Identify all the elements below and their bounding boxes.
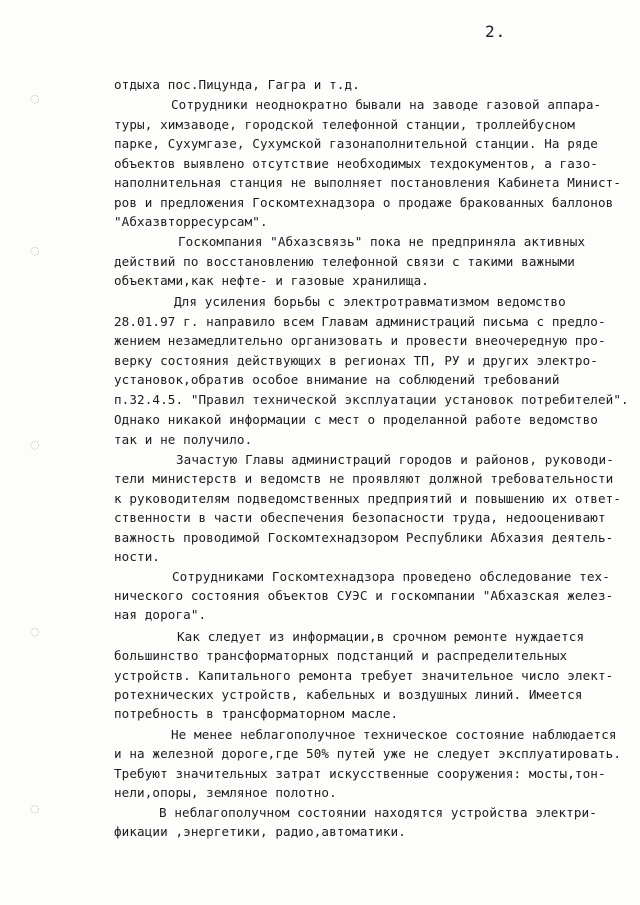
margin-mark: ◌ — [30, 438, 40, 451]
text-line: ротехнических устройств, кабельных и воздушных линий. Имеется — [114, 687, 583, 702]
text-line: важность проводимой Госкомтехнадзором Республики Абхазия деятель- — [114, 529, 614, 545]
text-line: фикации ,энергетики, радио,автоматики. — [114, 824, 406, 839]
text-line: ров и предложения Госкомтехнадзора о продаже бракованных баллонов — [114, 194, 614, 210]
text-line: объектами,как нефте- и газовые хранилища. — [114, 273, 429, 289]
margin-mark: ◌ — [30, 625, 40, 638]
text-line: Госкомпания "Абхазсвязь" пока не предприняла активных — [178, 234, 586, 250]
margin-mark: ◌ — [30, 244, 40, 257]
text-line: Сотрудниками Госкомтехнадзора проведено обследование тех- — [172, 568, 610, 584]
text-line: большинство трансформаторных подстанций и распределительных — [114, 648, 568, 664]
text-line: 28.01.97 г. направило всем Главам администраций письма с предло- — [114, 313, 606, 329]
text-line: Зачастую Главы администраций городов и районов, руководи- — [176, 451, 614, 467]
margin-mark: ◌ — [30, 92, 40, 105]
text-line: Однако никакой информации с мест о проделанной работе ведомство — [114, 412, 598, 427]
text-line: Не менее неблагополучное техническое состояние наблюдается — [171, 726, 617, 742]
text-line: п.32.4.5. "Правил технической эксплуатации установок потребителей". — [114, 391, 629, 407]
text-line: установок,обратив особое внимание на соблюдений требований — [114, 372, 560, 388]
text-line: объектов выявлено отсутствие необходимых техдокументов, а газо- — [114, 155, 598, 171]
page-number: 2. — [485, 22, 507, 41]
text-line: верку состояния действующих в регионах ТП, РУ и других электро- — [114, 352, 598, 368]
text-line: "Абхазвторресурсам". — [114, 214, 268, 229]
text-line: Как следует из информации,в срочном ремонте нуждается — [177, 628, 585, 644]
text-line: нического состояния объектов СУЭС и госкомпании "Абхазская желез- — [114, 588, 614, 603]
text-line: жением незамедлительно организовать и провести внеочередную про- — [114, 333, 606, 349]
text-line: Для усиления борьбы с электротравматизмом ведомство — [174, 293, 566, 309]
text-line: наполнительная станция не выполняет постановления Кабинета Минист- — [114, 175, 622, 191]
text-line: туры, химзаводе, городской телефонной станции, троллейбусном — [114, 116, 575, 132]
text-line: ная дорога". — [114, 607, 207, 623]
text-line: устройств. Капитального ремонта требует значительное число элект- — [114, 667, 614, 683]
text-line: Сотрудники неоднократно бывали на заводе газовой аппара- — [171, 97, 602, 113]
text-line: ственности в части обеспечения безопасности труда, недооценивают — [114, 510, 606, 526]
text-line: потребность в трансформаторном масле. — [114, 706, 399, 722]
text-line: и на железной дороге,где 50% путей уже не следует эксплуатировать. — [114, 746, 622, 762]
text-line: отдыха пос.Пицунда, Гагра и т.д. — [114, 77, 360, 92]
text-line: Требуют значительных затрат искусственные сооружения: мосты,тон- — [114, 765, 606, 781]
text-line: ности. — [114, 549, 161, 565]
text-line: парке, Сухумгазе, Сухумской газонаполнительной станции. На ряде — [114, 136, 598, 152]
text-line: В неблагополучном состоянии находятся устройства электри- — [159, 804, 597, 820]
text-line: к руководителям подведомственных предприятий и повышению их ответ- — [114, 490, 622, 506]
margin-mark: ◌ — [30, 802, 40, 815]
text-line: тели министерств и ведомств не проявляют должной требовательности — [114, 471, 614, 487]
text-line: нели,опоры, земляное полотно. — [114, 785, 337, 801]
text-line: так и не получило. — [114, 431, 253, 447]
text-line: действий по восстановлению телефонной связи с такими важными — [114, 253, 575, 269]
